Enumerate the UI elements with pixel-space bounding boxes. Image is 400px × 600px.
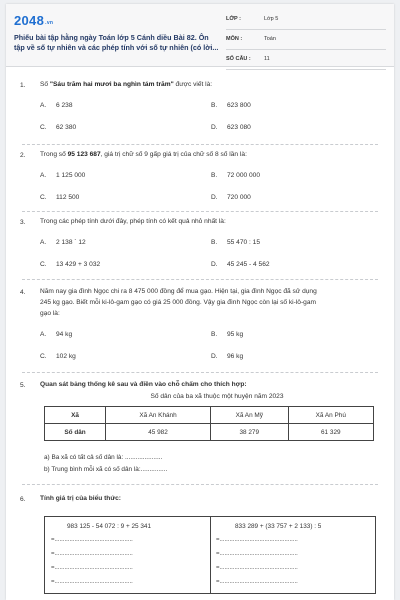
divider xyxy=(22,279,378,280)
question-text-line: 245 kg gạo. Biết mỗi ki-lô-gam gạo có giá 25 000 đồng. Vậy gia đình Ngọc còn lại số ki-lô-gam xyxy=(40,299,316,306)
question-text-line: Năm nay gia đình Ngọc chi ra 8 475 000 đồng để mua gạo. Hiện tại, gia đình Ngọc đã sử dụng xyxy=(40,288,317,295)
worksheet-title: Phiếu bài tập hằng ngày Toán lớp 5 Cánh diều Bài 82. Ôn tập về số tự nhiên và các phép tính với số tự nhiên (có lời... xyxy=(14,33,219,52)
worksheet-page xyxy=(6,4,394,600)
option-c[interactable]: C. 62 380 xyxy=(40,124,77,131)
divider xyxy=(22,484,378,485)
question-number: 3. xyxy=(20,219,26,226)
question-number: 2. xyxy=(20,152,26,159)
table-header-cell: Xã An Phú xyxy=(288,407,373,424)
question-number: 6. xyxy=(20,496,26,503)
divider xyxy=(22,144,378,145)
expression-right: 833 289 + (33 757 + 2 133) : 5 xyxy=(235,523,322,530)
option-a[interactable]: A. 6 238 xyxy=(40,102,73,109)
question-text-line: gạo là: xyxy=(40,310,60,317)
option-b[interactable]: B. 72 000 000 xyxy=(211,172,261,179)
answer-line[interactable]: =............................................... xyxy=(51,579,133,585)
answer-line[interactable]: =............................................... xyxy=(51,565,133,571)
option-a[interactable]: A. 1 125 000 xyxy=(40,172,86,179)
table-cell: 45 982 xyxy=(106,424,211,441)
option-c[interactable]: C. 112 500 xyxy=(40,194,80,201)
option-d[interactable]: D. 623 080 xyxy=(211,124,251,131)
question-text: Trong số 95 123 687, giá trị chữ số 9 gấp giá trị của chữ số 8 số lần là: xyxy=(40,151,247,158)
answer-line[interactable]: =............................................... xyxy=(51,537,133,543)
divider xyxy=(22,372,378,373)
fill-in-b[interactable]: b) Trung bình mỗi xã có số dân là:............... xyxy=(44,466,168,473)
question-number: 5. xyxy=(20,382,26,389)
answer-line[interactable]: =............................................... xyxy=(51,551,133,557)
option-d[interactable]: D. 720 000 xyxy=(211,194,251,201)
option-c[interactable]: C. 13 429 + 3 032 xyxy=(40,261,101,268)
question-number: 4. xyxy=(20,289,26,296)
question-text: Số "Sáu trăm hai mươi ba nghìn tám trăm" được viết là: xyxy=(40,81,213,88)
question-number: 1. xyxy=(20,82,26,89)
worksheet-meta xyxy=(226,13,386,73)
table-header-cell: Xã xyxy=(45,407,106,424)
calculation-box xyxy=(44,516,376,594)
column-divider xyxy=(210,517,211,593)
answer-line[interactable]: =............................................... xyxy=(216,551,298,557)
table-header-cell: Xã An Mỹ xyxy=(210,407,288,424)
question-text: Quan sát bảng thống kê sau và điền vào chỗ chấm cho thích hợp: xyxy=(40,381,247,388)
option-a[interactable]: A. 2 138 ´ 12 xyxy=(40,239,86,246)
worksheet-header xyxy=(6,4,394,67)
table-caption: Số dân của ba xã thuộc một huyện năm 2023 xyxy=(150,393,284,400)
table-header-row xyxy=(45,407,374,424)
site-logo[interactable]: $2048^{.vn}$ xyxy=(14,13,54,28)
option-b[interactable]: B. 95 kg xyxy=(211,331,244,338)
table-row xyxy=(45,424,374,441)
question-text: Tính giá trị của biểu thức: xyxy=(40,495,121,502)
answer-line[interactable]: =............................................... xyxy=(216,579,298,585)
meta-row-subject: MÔN : Toán xyxy=(226,33,386,50)
table-cell: Số dân xyxy=(45,424,106,441)
answer-line[interactable]: =............................................... xyxy=(216,565,298,571)
population-table xyxy=(44,406,374,441)
table-header-cell: Xã An Khánh xyxy=(106,407,211,424)
fill-in-a[interactable]: a) Ba xã có tất cả số dân là: ..................... xyxy=(44,454,163,461)
answer-line[interactable]: =............................................... xyxy=(216,537,298,543)
option-b[interactable]: B. 55 470 : 15 xyxy=(211,239,260,246)
option-a[interactable]: A. 94 kg xyxy=(40,331,73,338)
meta-row-question-count: SỐ CÂU : 11 xyxy=(226,53,386,70)
option-b[interactable]: B. 623 800 xyxy=(211,102,251,109)
option-c[interactable]: C. 102 kg xyxy=(40,353,76,360)
option-d[interactable]: D. 45 245 - 4 562 xyxy=(211,261,270,268)
question-text: Trong các phép tính dưới đây, phép tính có kết quả nhỏ nhất là: xyxy=(40,218,226,225)
option-d[interactable]: D. 96 kg xyxy=(211,353,244,360)
expression-left: 983 125 - 54 072 : 9 + 25 341 xyxy=(67,523,152,530)
divider xyxy=(22,211,378,212)
table-cell: 61 329 xyxy=(288,424,373,441)
meta-row-class: LỚP : Lớp 5 xyxy=(226,13,386,30)
table-cell: 38 279 xyxy=(210,424,288,441)
